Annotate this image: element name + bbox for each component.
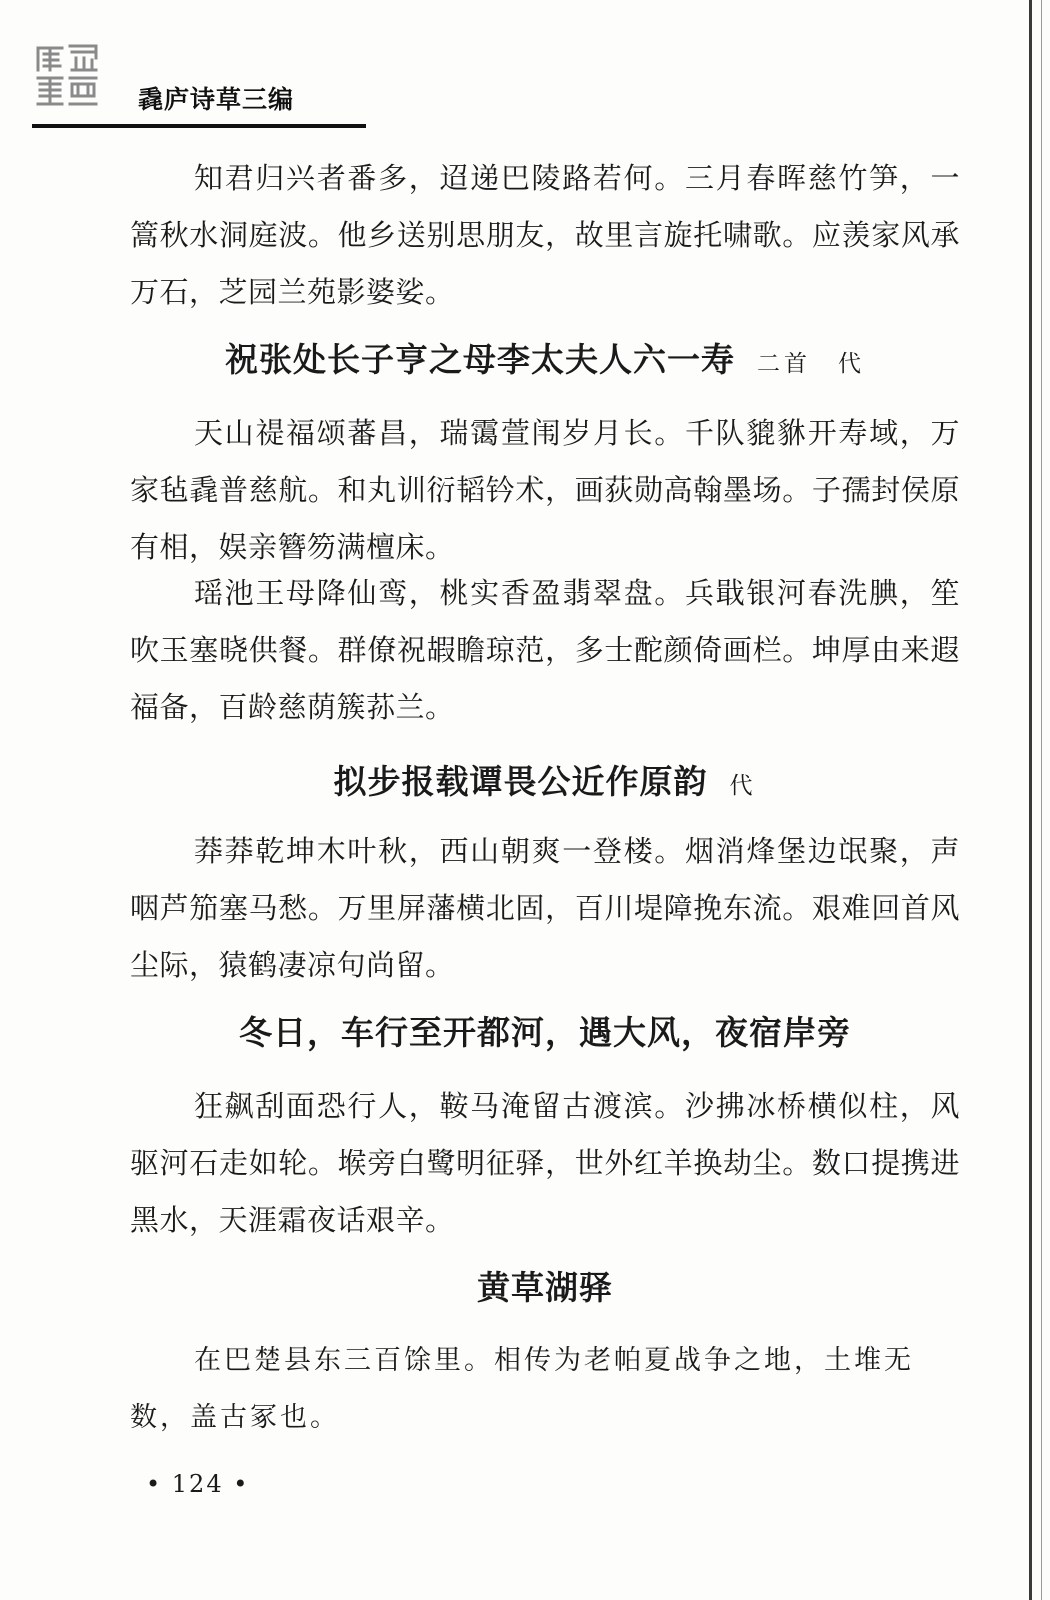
poem-title-2-note: 二首 代 [757, 351, 865, 377]
poem-text-2b: 瑶池王母降仙鸾，桃实香盈翡翠盘。兵戢银河春洗腆，笙吹玉塞晓供餐。群僚祝嘏瞻琼范，多士酡颜倚画栏。坤厚由来遐福备，百龄慈荫簇荪兰。 [130, 576, 960, 724]
poem-text-4: 狂飙刮面恐行人，鞍马淹留古渡滨。沙拂冰桥横似柱，风驱河石走如轮。堠旁白鹭明征驿，世外红羊换劫尘。数口提携进黑水，天涯霜夜话艰辛。 [130, 1089, 960, 1237]
poem-title-3-text: 拟步报载谭畏公近作原韵 [333, 762, 708, 801]
poem-title-5: 黄草湖驿 [477, 1268, 613, 1307]
poem-title-3 [130, 756, 960, 803]
poem-text-2a: 天山禔福颂蕃昌，瑞霭萱闱岁月长。千队貔貅开寿域，万家毡毳普慈航。和丸训衍韬钤术，画荻勋高翰墨场。子孺封侯原有相，娱亲簪笏满檀床。 [130, 416, 960, 564]
poem-title-2 [130, 334, 960, 381]
seal-stamp-icon [32, 40, 102, 112]
poem-title-4: 冬日，车行至开都河，遇大风，夜宿岸旁 [239, 1013, 851, 1052]
poem-text-opening: 知君归兴者番多，迢递巴陵路若何。三月春晖慈竹笋，一篙秋水洞庭波。他乡送别思朋友，故里言旋托啸歌。应羡家风承万石，芝园兰苑影婆娑。 [130, 161, 960, 309]
header-rule [32, 124, 366, 128]
poem-title-3-note: 代 [729, 773, 757, 799]
page-edge-line [1029, 0, 1032, 1600]
poem-title-2-text: 祝张处长子亨之母李太夫人六一寿 [225, 340, 735, 379]
poem-preface-5: 在巴楚县东三百馀里。相传为老帕夏战争之地，土堆无数，盖古冢也。 [130, 1345, 914, 1433]
running-head-title: 毳庐诗草三编 [138, 85, 295, 114]
poem-text-3: 莽莽乾坤木叶秋，西山朝爽一登楼。烟消烽堡边氓聚，声咽芦笳塞马愁。万里屏藩横北固，百川堤障挽东流。艰难回首风尘际，猿鹤凄凉句尚留。 [130, 834, 960, 982]
page-number: • 124 • [146, 1470, 250, 1498]
page-edge-line-thin [1041, 0, 1042, 1600]
